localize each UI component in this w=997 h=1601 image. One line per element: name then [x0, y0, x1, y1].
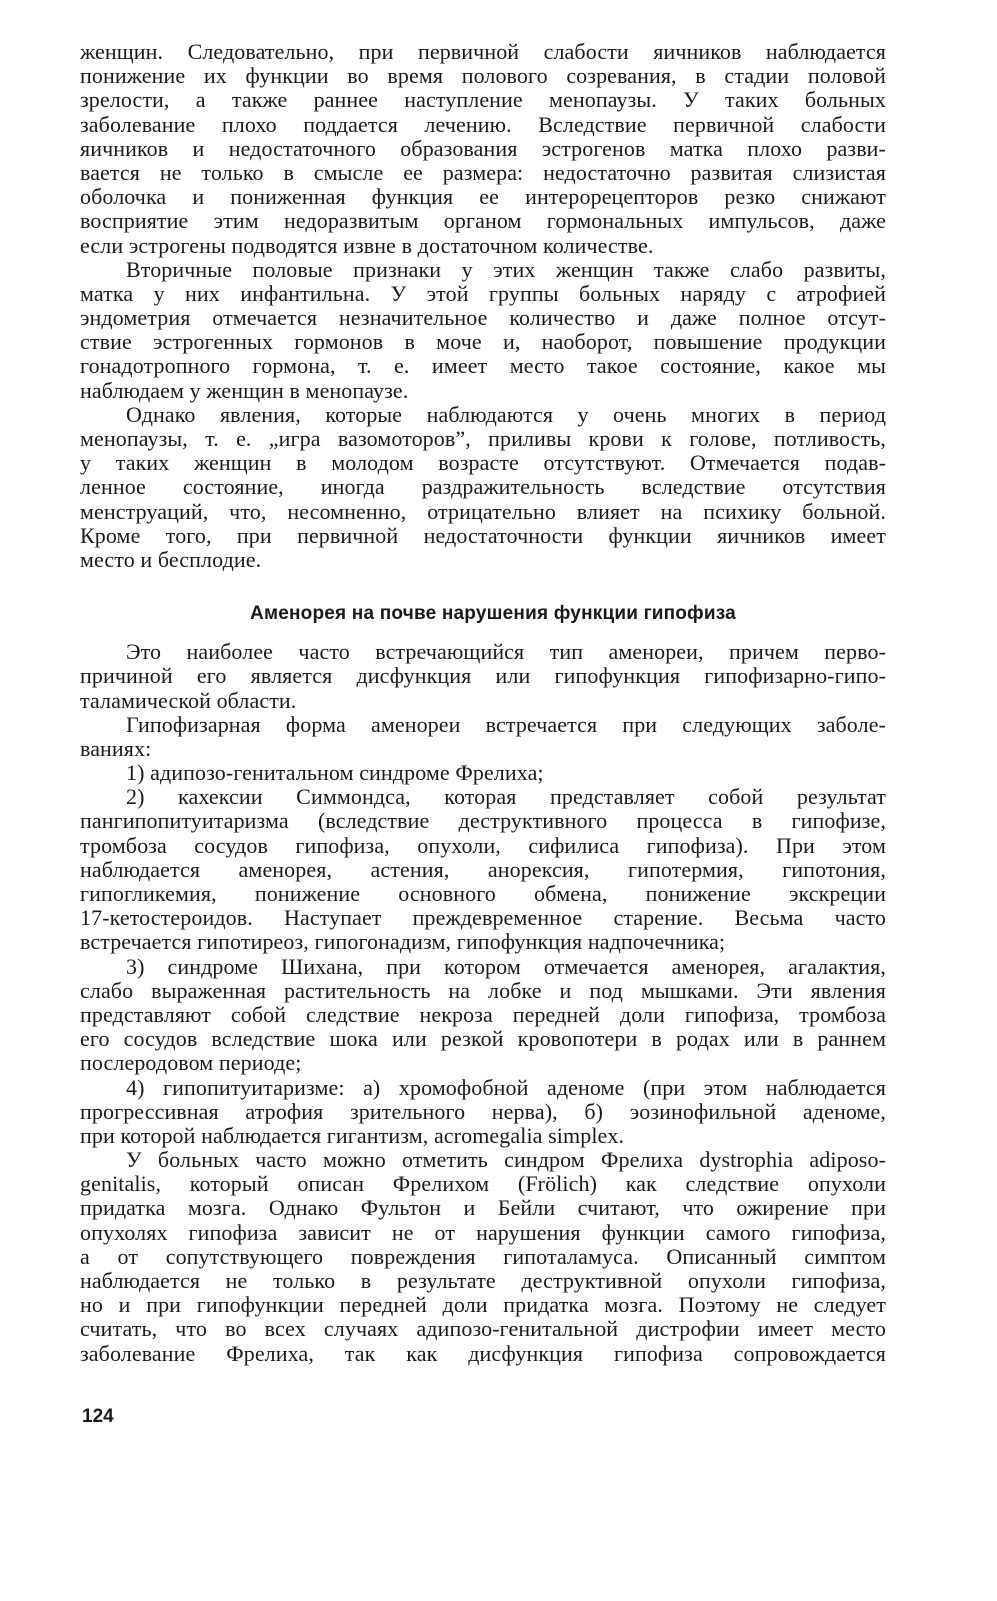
- paragraph: [80, 713, 886, 761]
- text-line: тромбоза сосудов гипофиза, опухоли, сифилиса гипофиза). При этом: [80, 832, 886, 858]
- paragraph: [80, 955, 886, 1076]
- text-line: менопаузы, т. е. „игра вазомоторов”, приливы крови к голове, потливость,: [80, 426, 886, 451]
- text-line: встречается гипотиреоз, гипогонадизм, гипофункция надпочечника;: [80, 929, 726, 955]
- text-line: придатка мозга. Однако Фультон и Бейли считают, что ожирение при: [80, 1195, 886, 1221]
- text-line: наблюдаем у женщин в менопаузе.: [80, 377, 409, 403]
- text-line: гипогликемия, понижение основного обмена, понижение экскреции: [80, 881, 886, 906]
- book-page: [80, 40, 886, 1366]
- text-line: менструаций, что, несомненно, отрицательно влияет на психику больной.: [80, 498, 886, 524]
- text-line: восприятие этим недоразвитым органом гормональных импульсов, даже: [80, 208, 886, 234]
- paragraph: [80, 258, 886, 403]
- text-line: Вторичные половые признаки у этих женщин также слабо развиты,: [126, 256, 886, 282]
- text-line: 2) кахексии Симмондса, которая представляет собой результат: [126, 784, 886, 810]
- text-line: оболочка и пониженная функция ее интерорецепторов резко снижают: [80, 184, 886, 210]
- text-line: у таких женщин в молодом возрасте отсутствуют. Отмечается подав-: [80, 450, 886, 476]
- text-line: представляют собой следствие некроза передней доли гипофиза, тромбоза: [80, 1001, 886, 1027]
- text-line: genitalis, который описан Фрелихом (Frölich) как следствие опухоли: [80, 1171, 886, 1197]
- text-line: считать, что во всех случаях адипозо-генитальной дистрофии имеет место: [80, 1316, 886, 1342]
- paragraph: [80, 1148, 886, 1366]
- text-line: женщин. Следовательно, при первичной слабости яичников наблюдается: [80, 39, 886, 64]
- text-line: 1) адипозо-генитальном синдроме Фрелиха;: [126, 760, 544, 786]
- body-text-top: [80, 40, 886, 572]
- text-line: ваниях:: [80, 735, 152, 761]
- body-text-bottom: [80, 640, 886, 1366]
- text-line: его сосудов вследствие шока или резкой кровопотери в родах или в раннем: [80, 1026, 886, 1052]
- text-line: яичников и недостаточного образования эстрогенов матка плохо разви-: [80, 135, 886, 161]
- text-line: матка у них инфантильна. У этой группы больных наряду с атрофией: [80, 280, 886, 306]
- text-line: Гипофизарная форма аменореи встречается при следующих заболе-: [126, 711, 886, 737]
- text-line: опухолях гипофиза зависит не от нарушения функции самого гипофиза,: [80, 1219, 886, 1245]
- text-line: Однако явления, которые наблюдаются у очень многих в период: [126, 401, 886, 427]
- text-line: У больных часто можно отметить синдром Фрелиха dystrophia adiposo-: [126, 1147, 886, 1173]
- paragraph: [80, 40, 886, 258]
- text-line: место и бесплодие.: [80, 546, 262, 572]
- text-line: ствие эстрогенных гормонов в моче и, наоборот, повышение продукции: [80, 329, 886, 355]
- paragraph: [80, 640, 886, 713]
- paragraph: [80, 785, 886, 954]
- text-line: эндометрия отмечается незначительное количество и даже полное отсут-: [80, 305, 886, 331]
- text-line: 3) синдроме Шихана, при котором отмечается аменорея, агалактия,: [126, 953, 886, 979]
- text-line: таламической области.: [80, 687, 297, 713]
- text-line: Кроме того, при первичной недостаточности функции яичников имеет: [80, 522, 886, 548]
- text-line: 4) гипопитуитаризме: а) хромофобной аденоме (при этом наблюдается: [126, 1074, 886, 1100]
- text-line: понижение их функции во время полового созревания, в стадии половой: [80, 63, 886, 89]
- text-line: пангипопитуитаризма (вследствие деструктивного процесса в гипофизе,: [80, 808, 886, 834]
- text-line: вается не только в смысле ее размера: недостаточно развитая слизистая: [80, 159, 886, 185]
- section-heading: Аменорея на почве нарушения функции гипофиза: [250, 603, 736, 625]
- text-line: заболевание плохо поддается лечению. Вследствие первичной слабости: [80, 111, 886, 137]
- text-line: наблюдается аменорея, астения, анорексия, гипотермия, гипотония,: [80, 856, 886, 882]
- text-line: зрелости, а также раннее наступление менопаузы. У таких больных: [80, 87, 886, 113]
- text-line: прогрессивная атрофия зрительного нерва), б) эозинофильной аденоме,: [80, 1098, 886, 1124]
- paragraph: [80, 761, 886, 785]
- text-line: заболевание Фрелиха, так как дисфункция гипофиза сопровождается: [80, 1340, 886, 1366]
- text-line: причиной его является дисфункция или гипофункция гипофизарно-гипо-: [80, 663, 886, 689]
- page-number: 124: [82, 1406, 114, 1427]
- text-line: а от сопутствующего повреждения гипоталамуса. Описанный симптом: [80, 1243, 886, 1269]
- paragraph: [80, 1076, 886, 1149]
- text-line: послеродовом периоде;: [80, 1050, 302, 1076]
- text-line: но и при гипофункции передней доли придатка мозга. Поэтому не следует: [80, 1292, 886, 1318]
- text-line: гонадотропного гормона, т. е. имеет место такое состояние, какое мы: [80, 353, 886, 379]
- text-line: при которой наблюдается гигантизм, acromegalia simplex.: [80, 1122, 625, 1148]
- text-line: 17-кетостероидов. Наступает преждевременное старение. Весьма часто: [80, 905, 886, 931]
- text-line: если эстрогены подводятся извне в достаточном количестве.: [80, 232, 654, 258]
- text-line: слабо выраженная растительность на лобке и под мышками. Эти явления: [80, 977, 886, 1003]
- paragraph: [80, 403, 886, 572]
- text-line: наблюдается не только в результате деструктивной опухоли гипофиза,: [80, 1268, 886, 1293]
- text-line: ленное состояние, иногда раздражительность вследствие отсутствия: [80, 474, 886, 500]
- text-line: Это наиболее часто встречающийся тип аменореи, причем перво-: [126, 639, 886, 665]
